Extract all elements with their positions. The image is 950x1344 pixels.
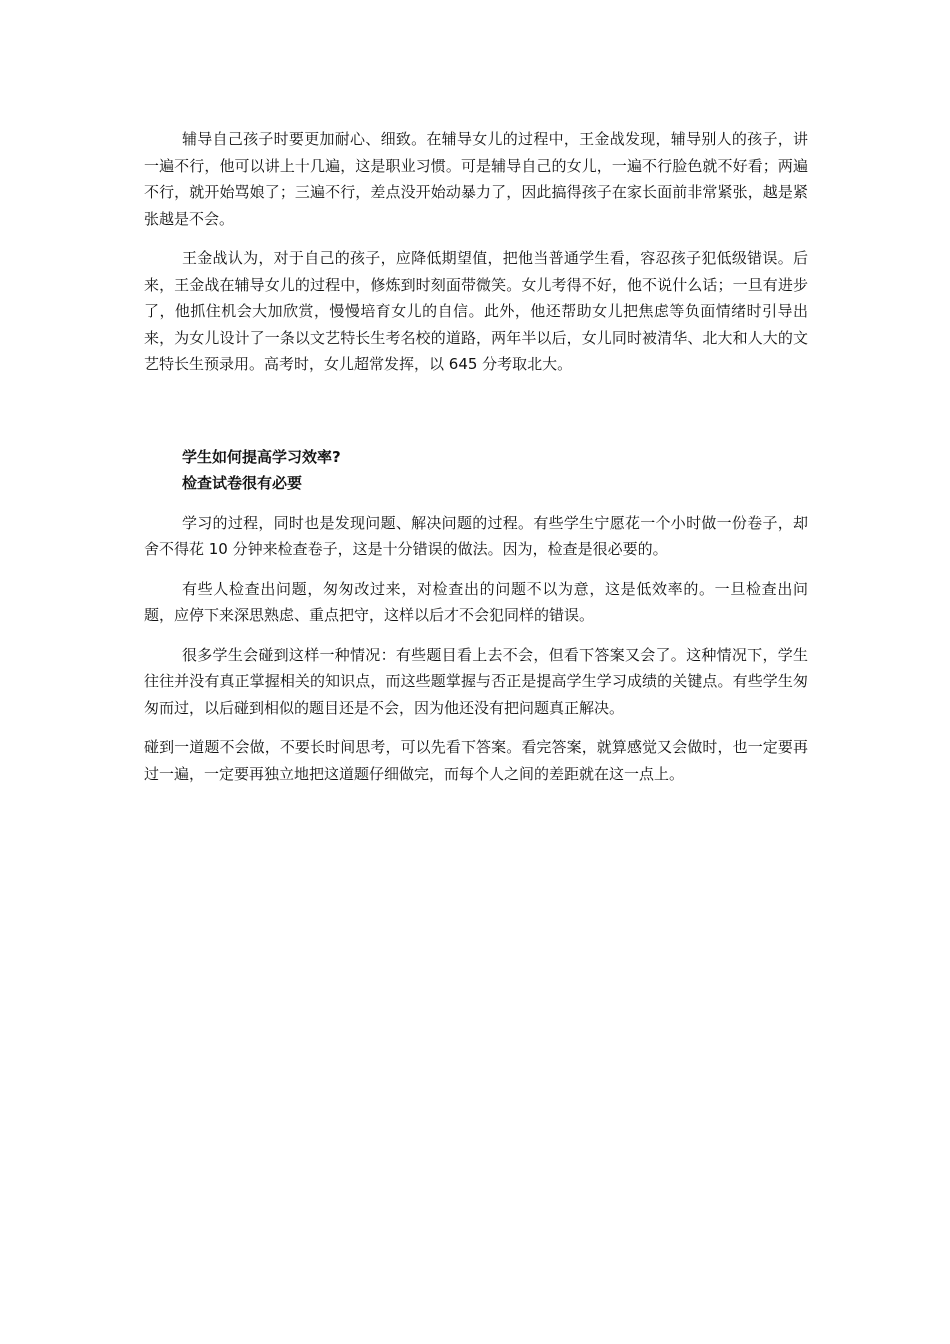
- paragraph-answer-situation: 很多学生会碰到这样一种情况：有些题目看上去不会，但看下答案又会了。这种情况下，学生往往并没有真正掌握相关的知识点，而这些题掌握与否正是提高学生学习成绩的关键点。有些学生匆匆而过，以后碰到相似的题目还是不会，因为他还没有把问题真正解决。: [144, 645, 808, 717]
- paragraph-redo-problem: 碰到一道题不会做，不要长时间思考，可以先看下答案。看完答案，就算感觉又会做时，也一定要再过一遍，一定要再独立地把这道题仔细做完，而每个人之间的差距就在这一点上。: [144, 738, 808, 783]
- paragraph-tutoring-patience: 辅导自己孩子时要更加耐心、细致。在辅导女儿的过程中，王金战发现，辅导别人的孩子，讲一遍不行，他可以讲上十几遍，这是职业习惯。可是辅导自己的女儿，一遍不行脸色就不好看；两遍不行，就开始骂娘了；三遍不行，差点没开始动暴力了，因此搞得孩子在家长面前非常紧张，越是紧张越是不会。: [144, 130, 808, 228]
- paragraph-learning-process: 学习的过程，同时也是发现问题、解决问题的过程。有些学生宁愿花一个小时做一份卷子，却舍不得花 10 分钟来检查卷子，这是十分错误的做法。因为，检查是很必要的。: [144, 513, 808, 558]
- section-subtitle: 检查试卷很有必要: [182, 474, 303, 492]
- document-body: [144, 126, 808, 787]
- section-heading: [144, 444, 808, 497]
- section-title: 学生如何提高学习效率?: [182, 447, 341, 466]
- paragraph-check-problems: 有些人检查出问题，匆匆改过来，对检查出的问题不以为意，这是低效率的。一旦检查出问题，应停下来深思熟虑、重点把守，这样以后才不会犯同样的错误。: [144, 579, 808, 624]
- paragraph-lower-expectations: 王金战认为，对于自己的孩子，应降低期望值，把他当普通学生看，容忍孩子犯低级错误。后来，王金战在辅导女儿的过程中，修炼到时刻面带微笑。女儿考得不好，他不说什么话；一旦有进步了，他抓住机会大加欣赏，慢慢培育女儿的自信。此外，他还帮助女儿把焦虑等负面情绪时引导出来，为女儿设计了一条以文艺特长生考名校的道路，两年半以后，女儿同时被清华、北大和人大的文艺特长生预录用。高考时，女儿超常发挥，以 645 分考取北大。: [144, 249, 808, 373]
